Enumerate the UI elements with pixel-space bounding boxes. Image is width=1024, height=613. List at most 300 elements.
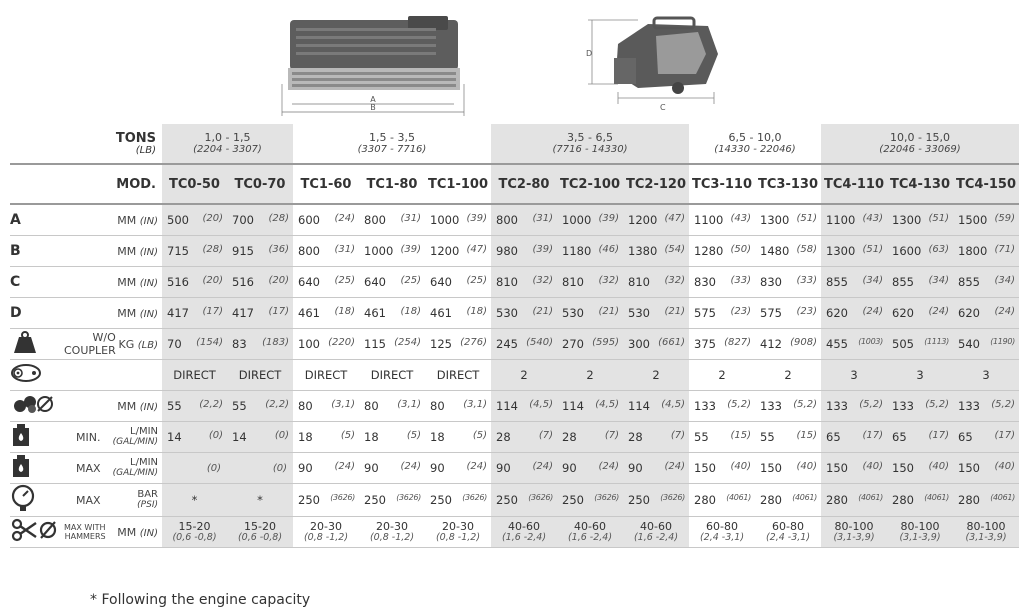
- D-value-mm: 461: [298, 306, 320, 320]
- D-value: [162, 298, 227, 329]
- B-value: [821, 236, 887, 267]
- cutting-capacity-icon: [10, 517, 58, 543]
- D-row: [10, 298, 1019, 329]
- pressure-value-in: (4061): [726, 493, 751, 502]
- B-value: [491, 236, 557, 267]
- B-value-mm: 980: [496, 244, 518, 258]
- C-value: [425, 267, 491, 298]
- rotor-value-mm: 133: [892, 399, 914, 413]
- A-value-mm: 1500: [958, 213, 988, 227]
- D-unit: MM: [117, 306, 137, 320]
- C-value-in: (25): [400, 275, 421, 286]
- cutting-value-mm: 80-100: [834, 520, 874, 533]
- B-value: [887, 236, 953, 267]
- flow_min-value: [755, 422, 821, 453]
- weight-icon: [10, 330, 40, 354]
- B-value-in: (31): [334, 244, 355, 255]
- B-value-in: (47): [466, 244, 487, 255]
- rotor-value-in: (3,1): [331, 399, 355, 410]
- rotor-unit: MM: [117, 399, 137, 413]
- model-name: TC2-80: [491, 164, 557, 204]
- weight-value: [623, 329, 689, 360]
- D-value-in: (21): [598, 306, 619, 317]
- pressure-value-in: (3626): [462, 493, 487, 502]
- flow_max-value: [162, 453, 227, 484]
- C-value-mm: 855: [958, 275, 980, 289]
- weight-value-in: (254): [394, 337, 421, 348]
- weight-value-in: (183): [262, 337, 289, 348]
- model-name: TC3-130: [755, 164, 821, 204]
- B-label: B: [10, 243, 21, 259]
- pressure-value-text: *: [257, 493, 263, 507]
- B-value-mm: 1380: [628, 244, 658, 258]
- model-name: TC1-100: [425, 164, 491, 204]
- D-value-in: (18): [466, 306, 487, 317]
- rotor-value: [689, 391, 755, 422]
- flow_max-value-in: (24): [664, 461, 685, 472]
- flow_max-value-mm: 150: [826, 461, 848, 475]
- weight-value-mm: 245: [496, 337, 518, 351]
- model-name: TC1-80: [359, 164, 425, 204]
- pressure-value-mm: 250: [562, 493, 584, 507]
- flow_min-value: [162, 422, 227, 453]
- rotor-value-mm: 133: [760, 399, 782, 413]
- D-value-mm: 417: [167, 306, 189, 320]
- pressure-value: [557, 484, 623, 517]
- D-value-in: (23): [730, 306, 751, 317]
- A-value-mm: 1200: [628, 213, 658, 227]
- belts-value-text: DIRECT: [238, 368, 282, 382]
- rotor-value-mm: 114: [562, 399, 584, 413]
- flow_max-value-mm: 90: [364, 461, 379, 475]
- B-value-mm: 1480: [760, 244, 790, 258]
- cutting-unit: MM: [117, 525, 137, 539]
- D-value: [227, 298, 293, 329]
- A-value-in: (43): [730, 213, 751, 224]
- cutting-value: [689, 517, 755, 548]
- A-value-mm: 1000: [562, 213, 592, 227]
- pressure-value: [425, 484, 491, 517]
- flow_max-value: [359, 453, 425, 484]
- rotor-value-in: (5,2): [925, 399, 949, 410]
- C-value: [689, 267, 755, 298]
- flow_max-value-in: (24): [334, 461, 355, 472]
- pressure-value-mm: 280: [760, 493, 782, 507]
- flow_min-value: [491, 422, 557, 453]
- B-value: [162, 236, 227, 267]
- weight-value: [557, 329, 623, 360]
- flow_min-value-mm: 14: [232, 430, 247, 444]
- C-value-mm: 830: [760, 275, 782, 289]
- cutting-value: [162, 517, 227, 548]
- cutting-value-mm: 15-20: [178, 520, 211, 533]
- flow_min-value-in: (7): [604, 430, 619, 441]
- belts-value-text: DIRECT: [304, 368, 348, 382]
- B-unit-cell: [64, 236, 162, 267]
- B-value-in: (46): [598, 244, 619, 255]
- flow_max-value: [887, 453, 953, 484]
- cutting-value-in: (3,1-3,9): [965, 532, 1007, 543]
- A-value: [162, 204, 227, 236]
- specifications-table: [10, 124, 1019, 548]
- A-value-mm: 1000: [430, 213, 460, 227]
- cutting-value: [557, 517, 623, 548]
- D-value-in: (24): [994, 306, 1015, 317]
- cutting-value-in: (0,8 -1,2): [369, 532, 415, 543]
- rotor-value: [887, 391, 953, 422]
- flow_max-value-mm: 90: [562, 461, 577, 475]
- pressure-value-mm: 280: [958, 493, 980, 507]
- rotor-value-in: (5,2): [793, 399, 817, 410]
- A-value-mm: 700: [232, 213, 254, 227]
- flow_min-value: [887, 422, 953, 453]
- B-label-cell: [10, 236, 64, 267]
- rotor-value-in: (2,2): [199, 399, 223, 410]
- D-value: [623, 298, 689, 329]
- weight-value-in: (595): [592, 337, 619, 348]
- flow_min-value: [293, 422, 359, 453]
- B-unit-alt: (IN): [139, 246, 158, 258]
- belt-drive-icon: [10, 362, 42, 384]
- A-value: [623, 204, 689, 236]
- C-value: [623, 267, 689, 298]
- cutting-sublabel-2: HAMMERS: [64, 531, 106, 541]
- belts-value: [293, 360, 359, 391]
- pressure-value-mm: 280: [892, 493, 914, 507]
- flow_max-unit-2: (GAL/MIN): [112, 468, 158, 478]
- weight-value: [359, 329, 425, 360]
- tons-row: [10, 124, 1019, 164]
- flow_min-value: [557, 422, 623, 453]
- B-value-in: (63): [928, 244, 949, 255]
- flow_max-value-mm: 150: [760, 461, 782, 475]
- belts-value: [755, 360, 821, 391]
- flow_max-value-in: (24): [598, 461, 619, 472]
- weight-value-mm: 125: [430, 337, 452, 351]
- flow_max-value-in: (40): [928, 461, 949, 472]
- pressure-value-mm: 250: [628, 493, 650, 507]
- flow_max-unit-cell: [64, 453, 162, 484]
- belts-value-text: 2: [586, 368, 594, 382]
- belts-value-text: 3: [916, 368, 924, 382]
- flow_min-unit-2: (GAL/MIN): [112, 437, 158, 447]
- flow_min-value-mm: 18: [430, 430, 445, 444]
- oil-flow-min-icon: [10, 422, 32, 448]
- weight-value-in: (661): [658, 337, 685, 348]
- rotor-value-mm: 133: [826, 399, 848, 413]
- flow_max-value: [425, 453, 491, 484]
- D-value-mm: 461: [364, 306, 386, 320]
- C-value-mm: 830: [694, 275, 716, 289]
- A-value: [293, 204, 359, 236]
- belts-value: [359, 360, 425, 391]
- B-value-mm: 1000: [364, 244, 394, 258]
- pressure-label-cell: [10, 484, 64, 517]
- belts-value: [227, 360, 293, 391]
- C-value-in: (33): [796, 275, 817, 286]
- cutting-unit-cell: [64, 517, 162, 548]
- C-value: [293, 267, 359, 298]
- flow_min-value: [689, 422, 755, 453]
- flow_max-value-in: (40): [862, 461, 883, 472]
- mower-front-view-drawing: [278, 14, 468, 118]
- flow_min-label-cell: [10, 422, 64, 453]
- belts-unit-cell: [64, 360, 162, 391]
- rotor-value-in: (2,2): [265, 399, 289, 410]
- C-row: [10, 267, 1019, 298]
- cutting-value-in: (2,4 -3,1): [765, 532, 811, 543]
- cutting-value-in: (1,6 -2,4): [633, 532, 679, 543]
- pressure-value-in: (3626): [660, 493, 685, 502]
- pressure-value: [227, 484, 293, 517]
- pressure-gauge-icon: [10, 484, 36, 512]
- belts-value: [689, 360, 755, 391]
- C-label: C: [10, 274, 21, 290]
- flow_max-value: [623, 453, 689, 484]
- tons-header: TONS (LB): [64, 124, 162, 164]
- D-value: [887, 298, 953, 329]
- weight-value: [293, 329, 359, 360]
- C-value-mm: 516: [232, 275, 254, 289]
- flow_max-value-in: (24): [466, 461, 487, 472]
- C-value-mm: 810: [628, 275, 650, 289]
- C-value-mm: 640: [298, 275, 320, 289]
- pressure-unit-cell: [64, 484, 162, 517]
- rotor-row: [10, 391, 1019, 422]
- flow_max-value-in: (40): [994, 461, 1015, 472]
- C-value: [359, 267, 425, 298]
- flow_min-value: [227, 422, 293, 453]
- belts-value-text: 2: [718, 368, 726, 382]
- B-value: [293, 236, 359, 267]
- rotor-value: [227, 391, 293, 422]
- pressure-value-mm: 250: [430, 493, 452, 507]
- tons-range-2: 1,5 - 3,5 (3307 - 7716): [293, 124, 491, 164]
- flow_min-value-in: (7): [670, 430, 685, 441]
- belts-value: [425, 360, 491, 391]
- cutting-value-in: (1,6 -2,4): [501, 532, 547, 543]
- model-name: TC2-100: [557, 164, 623, 204]
- flow_min-unit-cell: [64, 422, 162, 453]
- B-value-in: (28): [202, 244, 223, 255]
- rotor-value-mm: 114: [496, 399, 518, 413]
- cutting-value-in: (3,1-3,9): [899, 532, 941, 543]
- D-value: [425, 298, 491, 329]
- weight-value: [953, 329, 1019, 360]
- C-value-in: (34): [862, 275, 883, 286]
- rotor-value: [491, 391, 557, 422]
- cutting-sublabel-1: MAX WITH: [64, 522, 106, 532]
- pressure-value-in: (4061): [924, 493, 949, 502]
- flow_max-label-cell: [10, 453, 64, 484]
- C-label-cell: [10, 267, 64, 298]
- flow_min-value: [425, 422, 491, 453]
- A-value: [755, 204, 821, 236]
- weight-row: [10, 329, 1019, 360]
- pressure-value: [755, 484, 821, 517]
- D-value-mm: 530: [496, 306, 518, 320]
- weight-value: [821, 329, 887, 360]
- D-value-mm: 461: [430, 306, 452, 320]
- A-value-mm: 1300: [760, 213, 790, 227]
- C-value: [162, 267, 227, 298]
- flow_min-value-in: (17): [994, 430, 1015, 441]
- cutting-row: [10, 517, 1019, 548]
- A-value: [887, 204, 953, 236]
- model-row: [10, 164, 1019, 204]
- D-value-in: (17): [202, 306, 223, 317]
- D-value-in: (21): [532, 306, 553, 317]
- pressure-unit-2: (PSI): [137, 500, 158, 510]
- flow_min-value-in: (15): [730, 430, 751, 441]
- cutting-value-in: (0,6 -0,8): [237, 532, 283, 543]
- D-label: D: [10, 305, 22, 321]
- weight-value: [689, 329, 755, 360]
- weight-value-mm: 100: [298, 337, 320, 351]
- tons-range-3: 3,5 - 6,5 (7716 - 14330): [491, 124, 689, 164]
- A-value: [689, 204, 755, 236]
- belts-value-text: DIRECT: [436, 368, 480, 382]
- flow_min-value-mm: 55: [760, 430, 775, 444]
- flow_min-value-in: (5): [406, 430, 421, 441]
- cutting-value: [821, 517, 887, 548]
- weight-value-mm: 115: [364, 337, 386, 351]
- cutting-value: [425, 517, 491, 548]
- B-row: [10, 236, 1019, 267]
- B-value: [227, 236, 293, 267]
- flow_max-value-in: (24): [532, 461, 553, 472]
- tons-range-1: 1,0 - 1,5 (2204 - 3307): [162, 124, 293, 164]
- flow_max-value-in: (0): [206, 462, 221, 474]
- pressure-value-in: (3626): [396, 493, 421, 502]
- flow_max-value-mm: 90: [496, 461, 511, 475]
- cutting-value: [227, 517, 293, 548]
- rotor-value: [293, 391, 359, 422]
- C-value-mm: 640: [364, 275, 386, 289]
- flow_max-unit-1: L/MIN: [130, 457, 158, 468]
- model-header: MOD.: [64, 164, 162, 204]
- cutting-value-in: (3,1-3,9): [833, 532, 875, 543]
- weight-value-mm: 270: [562, 337, 584, 351]
- flow_min-value-in: (17): [928, 430, 949, 441]
- A-value-in: (51): [928, 213, 949, 224]
- pressure-value-mm: 250: [298, 493, 320, 507]
- A-value: [425, 204, 491, 236]
- flow_min-value: [623, 422, 689, 453]
- A-value-mm: 1300: [892, 213, 922, 227]
- A-value: [821, 204, 887, 236]
- B-value: [689, 236, 755, 267]
- cutting-value: [293, 517, 359, 548]
- D-value-in: (24): [862, 306, 883, 317]
- cutting-value: [887, 517, 953, 548]
- oil-flow-max-icon: [10, 453, 32, 479]
- flow_min-value-in: (7): [538, 430, 553, 441]
- pressure-value-in: (4061): [858, 493, 883, 502]
- pressure-value-mm: 280: [694, 493, 716, 507]
- weight-label-cell: [10, 329, 64, 360]
- flow_min-value-mm: 28: [496, 430, 511, 444]
- pressure-value: [359, 484, 425, 517]
- cutting-value: [623, 517, 689, 548]
- pressure-value: [491, 484, 557, 517]
- A-value-mm: 500: [167, 213, 189, 227]
- weight-value: [425, 329, 491, 360]
- tons-range-5: 10,0 - 15,0 (22046 - 33069): [821, 124, 1019, 164]
- weight-value-mm: 505: [892, 337, 914, 351]
- C-value-mm: 640: [430, 275, 452, 289]
- cutting-value-mm: 20-30: [376, 520, 408, 533]
- A-value-in: (24): [334, 213, 355, 224]
- rotor-unit-alt: (IN): [139, 401, 158, 413]
- weight-value-in: (1190): [990, 337, 1015, 346]
- weight-value: [755, 329, 821, 360]
- flow_max-value-in: (40): [730, 461, 751, 472]
- flow_max-value: [953, 453, 1019, 484]
- belts-value-text: 2: [652, 368, 660, 382]
- pressure-value: [887, 484, 953, 517]
- rotor-value: [755, 391, 821, 422]
- belts-value: [491, 360, 557, 391]
- B-value: [953, 236, 1019, 267]
- pressure-sublabel: MAX: [76, 493, 101, 507]
- pressure-value-in: (3626): [594, 493, 619, 502]
- weight-sublabel-1: W/O: [92, 331, 116, 344]
- flow_min-row: [10, 422, 1019, 453]
- A-value-in: (47): [664, 213, 685, 224]
- model-name: TC1-60: [293, 164, 359, 204]
- rotor-label-cell: [10, 391, 64, 422]
- B-value-in: (36): [268, 244, 289, 255]
- D-value-in: (18): [334, 306, 355, 317]
- C-value: [953, 267, 1019, 298]
- C-value-mm: 855: [826, 275, 848, 289]
- A-value: [359, 204, 425, 236]
- model-name: TC0-70: [227, 164, 293, 204]
- A-value: [491, 204, 557, 236]
- A-value-in: (20): [202, 213, 223, 224]
- A-value: [227, 204, 293, 236]
- C-value-mm: 810: [562, 275, 584, 289]
- flow_max-value-mm: 150: [892, 461, 914, 475]
- pressure-unit-1: BAR: [137, 489, 158, 500]
- B-value-in: (51): [862, 244, 883, 255]
- C-value-in: (25): [466, 275, 487, 286]
- tons-range-4: 6,5 - 10,0 (14330 - 22046): [689, 124, 821, 164]
- weight-value-in: (1003): [858, 337, 883, 346]
- rotor-value-mm: 133: [694, 399, 716, 413]
- A-value-in: (28): [268, 213, 289, 224]
- A-value: [557, 204, 623, 236]
- cutting-value-mm: 60-80: [772, 520, 804, 533]
- mower-side-view-drawing: [578, 14, 728, 118]
- D-value: [689, 298, 755, 329]
- cutting-value-mm: 40-60: [508, 520, 540, 533]
- flow_min-unit-1: L/MIN: [130, 426, 158, 437]
- rotor-value-in: (4,5): [595, 399, 619, 410]
- pressure-value: [623, 484, 689, 517]
- D-value-mm: 575: [760, 306, 782, 320]
- rotor-value-mm: 133: [958, 399, 980, 413]
- flow_min-value-mm: 18: [364, 430, 379, 444]
- belts-value-text: 2: [520, 368, 528, 382]
- B-value-mm: 1200: [430, 244, 460, 258]
- weight-sublabel-2: COUPLER: [64, 344, 116, 357]
- weight-value-mm: 540: [958, 337, 980, 351]
- flow_min-value-mm: 55: [694, 430, 709, 444]
- cutting-value-mm: 60-80: [706, 520, 738, 533]
- cutting-value: [359, 517, 425, 548]
